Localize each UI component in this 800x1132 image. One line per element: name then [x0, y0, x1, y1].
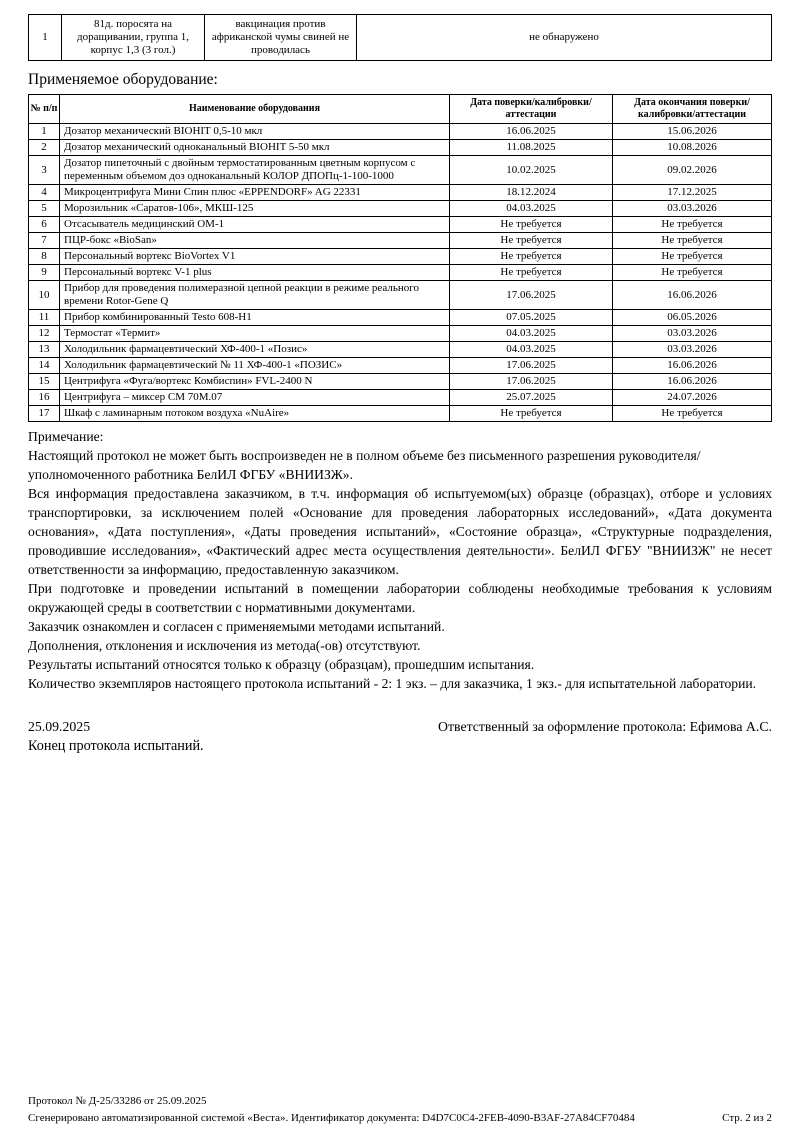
equipment-row-number: 10	[29, 281, 60, 310]
test-result-cell: не обнаружено	[357, 15, 772, 61]
notes-paragraphs	[28, 446, 772, 693]
sample-result-table	[28, 14, 772, 61]
equipment-name: Дозатор пипеточный с двойным термостатированным цветным корпусом с переменным объемом доз одноканальный КОЛОР ДПОПц-1-100-1000	[60, 156, 450, 185]
equipment-row	[29, 390, 772, 406]
equipment-row	[29, 326, 772, 342]
protocol-date: 25.09.2025	[28, 719, 91, 734]
equipment-row	[29, 156, 772, 185]
equipment-name: Дозатор механический BIOHIT 0,5-10 мкл	[60, 124, 450, 140]
equipment-row	[29, 140, 772, 156]
equipment-row	[29, 358, 772, 374]
equipment-row-number: 5	[29, 201, 60, 217]
sample-number-cell: 1	[29, 15, 62, 61]
equipment-header-row	[29, 95, 772, 124]
equipment-verification-end-date: 16.06.2026	[613, 358, 772, 374]
equipment-verification-date: 04.03.2025	[450, 342, 613, 358]
equipment-verification-date: 07.05.2025	[450, 310, 613, 326]
equipment-row	[29, 374, 772, 390]
vaccination-info-cell: вакцинация против африканской чумы свиней не проводилась	[205, 15, 357, 61]
equipment-verification-date: Не требуется	[450, 265, 613, 281]
equipment-verification-date: Не требуется	[450, 249, 613, 265]
equipment-verification-date: 10.02.2025	[450, 156, 613, 185]
equipment-name: Микроцентрифуга Мини Спин плюс «EPPENDORF» AG 22331	[60, 185, 450, 201]
note-paragraph: Настоящий протокол не может быть воспроизведен не в полном объеме без письменного разрешения руководителя/уполномоченного работника БелИЛ ФГБУ «ВНИИЗЖ».	[28, 448, 701, 482]
equipment-row	[29, 201, 772, 217]
equipment-row	[29, 342, 772, 358]
footer-generated-info: Сгенерировано автоматизированной системой «Веста». Идентификатор документа: D4D7C0C4-2FEB-4090-B3AF-27A84CF70484	[28, 1111, 635, 1124]
equipment-row-number: 6	[29, 217, 60, 233]
footer-page-number: Стр. 2 из 2	[722, 1111, 772, 1124]
equipment-name: Центрифуга – миксер СМ 70М.07	[60, 390, 450, 406]
footer-protocol-number: Протокол № Д-25/33286 от 25.09.2025	[28, 1095, 207, 1107]
equipment-verification-date: Не требуется	[450, 406, 613, 422]
equipment-row	[29, 217, 772, 233]
protocol-end-line: Конец протокола испытаний.	[28, 738, 204, 754]
equipment-verification-date: 04.03.2025	[450, 201, 613, 217]
equipment-row-number: 12	[29, 326, 60, 342]
equipment-name: Центрифуга «Фуга/вортекс Комбиспин» FVL-2400 N	[60, 374, 450, 390]
equipment-name: Холодильник фармацевтический № 11 ХФ-400-1 «ПОЗИС»	[60, 358, 450, 374]
equipment-name: Прибор для проведения полимеразной цепной реакции в режиме реального времени Rotor-Gene Q	[60, 281, 450, 310]
equipment-heading: Применяемое оборудование:	[28, 71, 218, 88]
equipment-name: Отсасыватель медицинский ОМ-1	[60, 217, 450, 233]
equipment-verification-end-date: 10.08.2026	[613, 140, 772, 156]
equipment-row	[29, 281, 772, 310]
equipment-verification-end-date: Не требуется	[613, 249, 772, 265]
equipment-verification-end-date: 17.12.2025	[613, 185, 772, 201]
equipment-verification-date: 04.03.2025	[450, 326, 613, 342]
equipment-row	[29, 406, 772, 422]
equipment-verification-date: Не требуется	[450, 233, 613, 249]
equipment-header-date-end: Дата окончания поверки/калибровки/аттестации	[613, 95, 772, 124]
equipment-verification-end-date: Не требуется	[613, 406, 772, 422]
equipment-name: Термостат «Термит»	[60, 326, 450, 342]
notes-section	[28, 427, 772, 693]
equipment-name: Персональный вортекс V-1 plus	[60, 265, 450, 281]
equipment-name: Дозатор механический одноканальный BIOHIT 5-50 мкл	[60, 140, 450, 156]
equipment-verification-date: 18.12.2024	[450, 185, 613, 201]
equipment-verification-end-date: 24.07.2026	[613, 390, 772, 406]
equipment-row	[29, 185, 772, 201]
equipment-header-name: Наименование оборудования	[60, 95, 450, 124]
equipment-row-number: 17	[29, 406, 60, 422]
equipment-row	[29, 249, 772, 265]
equipment-verification-date: 17.06.2025	[450, 374, 613, 390]
note-paragraph: Дополнения, отклонения и исключения из метода(-ов) отсутствуют.	[28, 638, 421, 653]
equipment-verification-end-date: Не требуется	[613, 233, 772, 249]
equipment-verification-date: Не требуется	[450, 217, 613, 233]
equipment-verification-end-date: 16.06.2026	[613, 374, 772, 390]
equipment-verification-end-date: 09.02.2026	[613, 156, 772, 185]
equipment-verification-date: 16.06.2025	[450, 124, 613, 140]
equipment-verification-end-date: 03.03.2026	[613, 326, 772, 342]
equipment-row-number: 11	[29, 310, 60, 326]
equipment-row	[29, 310, 772, 326]
equipment-name: ПЦР-бокс «BioSan»	[60, 233, 450, 249]
equipment-verification-date: 11.08.2025	[450, 140, 613, 156]
equipment-name: Персональный вортекс BioVortex V1	[60, 249, 450, 265]
equipment-row-number: 8	[29, 249, 60, 265]
equipment-row-number: 4	[29, 185, 60, 201]
equipment-row	[29, 265, 772, 281]
sample-result-row	[29, 15, 772, 61]
equipment-row-number: 1	[29, 124, 60, 140]
note-paragraph: Количество экземпляров настоящего протокола испытаний - 2: 1 экз. – для заказчика, 1 экз.- для испытательной лаборатории.	[28, 676, 757, 691]
note-paragraph: При подготовке и проведении испытаний в помещении лаборатории соблюдены необходимые требования к условиям окружающей среды в соответствии с нормативными документами.	[28, 581, 772, 615]
equipment-row-number: 2	[29, 140, 60, 156]
equipment-verification-date: 17.06.2025	[450, 281, 613, 310]
equipment-verification-end-date: 03.03.2026	[613, 342, 772, 358]
note-paragraph: Результаты испытаний относятся только к образцу (образцам), прошедшим испытания.	[28, 657, 535, 672]
page-footer	[28, 1093, 772, 1126]
equipment-verification-date: 17.06.2025	[450, 358, 613, 374]
equipment-header-date-start: Дата поверки/калибровки/аттестации	[450, 95, 613, 124]
equipment-row-number: 15	[29, 374, 60, 390]
note-paragraph: Заказчик ознакомлен и согласен с применяемыми методами испытаний.	[28, 619, 445, 634]
note-paragraph: Вся информация предоставлена заказчиком, в т.ч. информация об испытуемом(ых) образце (образцах), отборе и условиях транспортировки, за исключением полей «Основание для проведения лабораторных исследований», «Дата документа основания», «Дата поступления», «Даты проведения испытаний», «Состояние образца», «Структурные подразделения, проводившие исследования», «Фактический адрес места осуществления деятельности». БелИЛ ФГБУ "ВНИИЗЖ" не несет ответственности за информацию, предоставленную заказчиком.	[28, 486, 772, 577]
equipment-verification-end-date: Не требуется	[613, 217, 772, 233]
equipment-verification-date: 25.07.2025	[450, 390, 613, 406]
signature-row	[28, 719, 772, 735]
equipment-verification-end-date: 06.05.2026	[613, 310, 772, 326]
equipment-row-number: 9	[29, 265, 60, 281]
equipment-name: Прибор комбинированный Testo 608-H1	[60, 310, 450, 326]
equipment-table	[28, 94, 772, 422]
equipment-verification-end-date: 16.06.2026	[613, 281, 772, 310]
equipment-row-number: 7	[29, 233, 60, 249]
sample-description-cell: 81д. поросята на доращивании, группа 1, корпус 1,3 (3 гол.)	[62, 15, 205, 61]
equipment-row-number: 16	[29, 390, 60, 406]
equipment-header-num: № п/п	[29, 95, 60, 124]
notes-label: Примечание:	[28, 429, 104, 444]
equipment-name: Шкаф с ламинарным потоком воздуха «NuAire»	[60, 406, 450, 422]
equipment-verification-end-date: Не требуется	[613, 265, 772, 281]
equipment-row-number: 13	[29, 342, 60, 358]
equipment-verification-end-date: 15.06.2026	[613, 124, 772, 140]
equipment-verification-end-date: 03.03.2026	[613, 201, 772, 217]
responsible-person: Ответственный за оформление протокола: Ефимова А.С.	[438, 719, 772, 734]
equipment-name: Холодильник фармацевтический ХФ-400-1 «Позис»	[60, 342, 450, 358]
equipment-row-number: 3	[29, 156, 60, 185]
equipment-row-number: 14	[29, 358, 60, 374]
equipment-name: Морозильник «Саратов-106», МКШ-125	[60, 201, 450, 217]
equipment-row	[29, 124, 772, 140]
equipment-row	[29, 233, 772, 249]
